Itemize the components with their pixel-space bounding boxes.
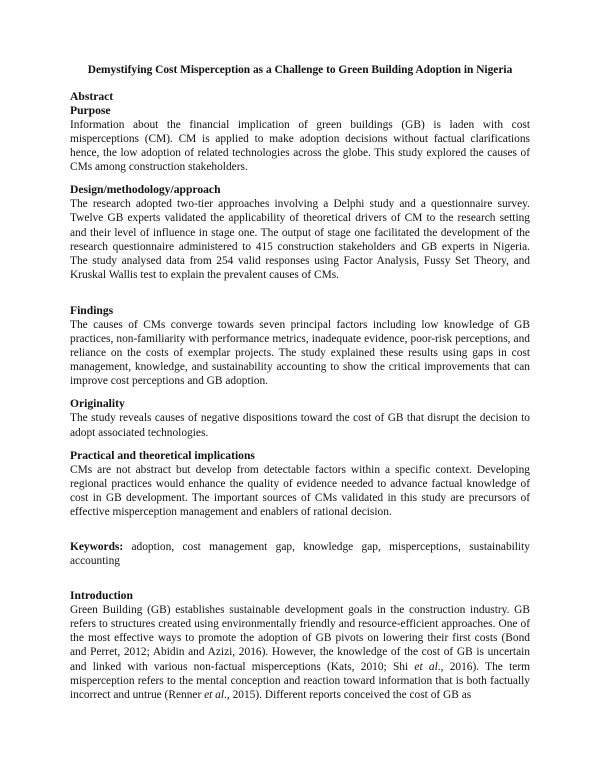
abstract-heading: Abstract — [70, 90, 114, 103]
introduction-text — [70, 603, 530, 702]
keywords-line — [70, 540, 530, 568]
implications-text: CMs are not abstract but develop from detectable factors within a specific context. Developing regional practices would enhance the quality of evidence needed to advance factual knowledge of cost in GB development. The important sources of CMs validated in this study are precursors of effective misperception management and enablers of rational decision. — [70, 463, 530, 518]
purpose-heading: Purpose — [70, 104, 111, 117]
spacer — [70, 174, 530, 183]
intro-etal: et al — [414, 660, 438, 673]
keywords-label: Keywords: — [70, 540, 124, 553]
introduction-heading: Introduction — [70, 589, 133, 603]
implications-heading: Practical and theoretical implications — [70, 448, 255, 462]
purpose-text: Information about the financial implication of green buildings (GB) is laden with cost misperceptions (CM). CM is applied to make adoption decisions without factual clarifications hence, the low adoption of related technologies across the globe. This study explored the causes of CMs among construction stakeholders. — [70, 119, 530, 174]
originality-text: The study reveals causes of negative dispositions toward the cost of GB that disrupt the decision to adopt associated technologies. — [70, 412, 530, 439]
spacer — [70, 519, 530, 540]
intro-segment: Green Building (GB) establishes sustainable development goals in the construction industry. GB refers to structures created using environmentally friendly and resource-efficient approaches. One of the most effective ways to promote the adoption of GB pivots on lowering their first costs (Bond and Perret, 2012; Abidin and Azizi, 2016). However, the knowledge of the cost of GB is uncertain and linked with various non-factual misperceptions (Kats, 2010; Shi — [70, 604, 530, 673]
design-heading: Design/methodology/approach — [70, 183, 221, 197]
originality-heading: Originality — [70, 397, 125, 411]
findings-heading: Findings — [70, 303, 114, 317]
paper-title: Demystifying Cost Misperception as a Challenge to Green Building Adoption in Nigeria — [87, 64, 513, 76]
spacer — [70, 388, 530, 397]
spacer — [70, 440, 530, 449]
intro-segment: ., 2016). The term misperception refers to the mental conception and reaction toward information that is both factually incorrect and untrue (Renner — [70, 660, 530, 701]
design-text: The research adopted two-tier approaches involving a Delphi study and a questionnaire survey. Twelve GB experts validated the applicability of theoretical drivers of CM to the research setting and their level of influence in stage one. The output of stage one facilitated the development of the research questionnaire administered to 415 construction stakeholders and GB experts in Nigeria. The study analysed data from 254 valid responses using Factor Analysis, Fussy Set Theory, and Kruskal Wallis test to explain the prevalent causes of CMs. — [70, 198, 530, 281]
spacer — [70, 568, 530, 589]
spacer — [70, 282, 530, 304]
intro-segment: ., 2015). Different reports conceived the cost of GB as — [224, 688, 472, 701]
keywords-text: adoption, cost management gap, knowledge gap, misperceptions, sustainability accounting — [70, 540, 530, 568]
intro-etal: et al — [204, 688, 225, 701]
findings-text: The causes of CMs converge towards seven principal factors including low knowledge of GB practices, non-familiarity with performance metrics, inadequate evidence, poor-risk perceptions, and reliance on the costs of exemplar projects. The study explained these results using gaps in cost management, knowledge, and sustainability accounting to show the critical improvements that can improve cost perceptions and GB adoption. — [70, 318, 530, 388]
